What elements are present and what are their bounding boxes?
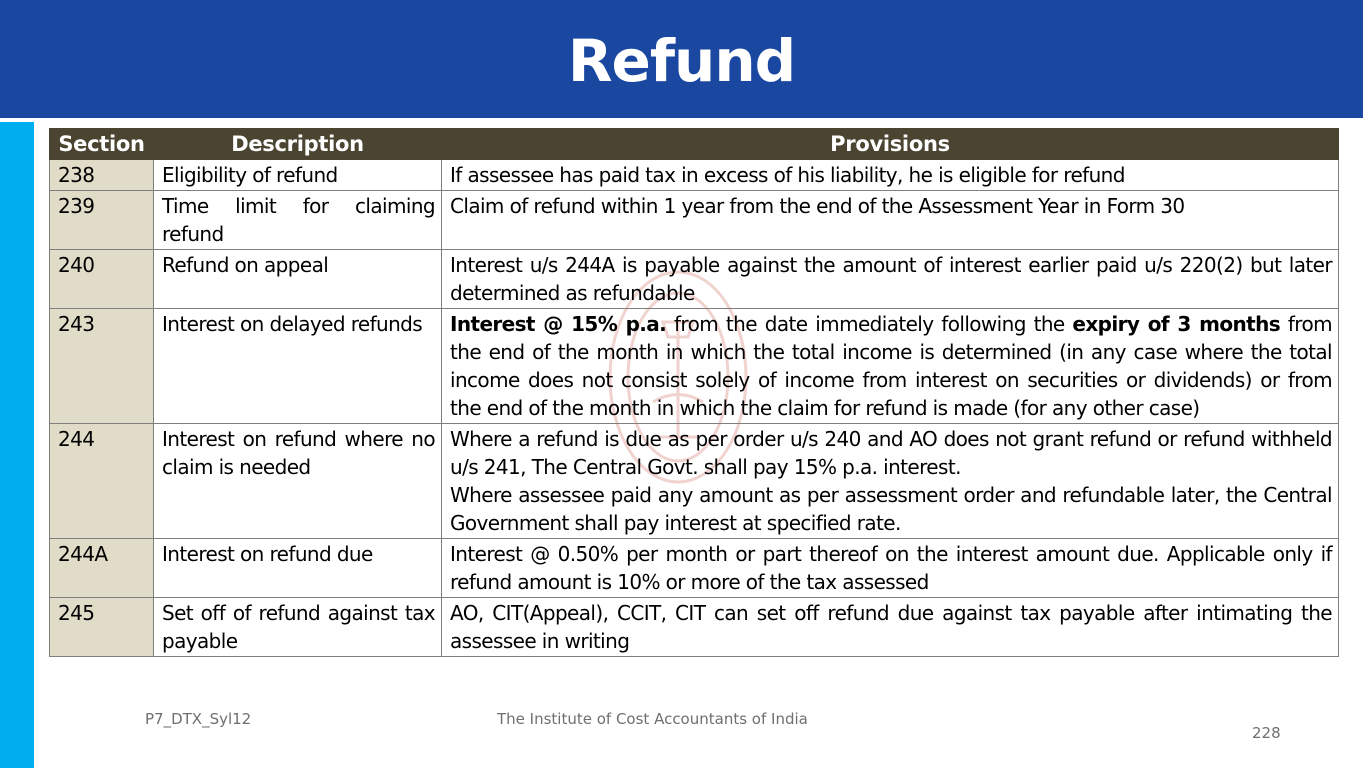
section-provision: If assessee has paid tax in excess of his liability, he is eligible for refund — [442, 160, 1339, 191]
section-number: 240 — [50, 250, 154, 309]
section-description: Interest on refund due — [154, 539, 442, 598]
section-provision — [442, 424, 1339, 539]
title-banner — [0, 0, 1363, 118]
page-number: 228 — [1252, 724, 1281, 742]
section-number: 245 — [50, 598, 154, 657]
section-provision: Claim of refund within 1 year from the end of the Assessment Year in Form 30 — [442, 191, 1339, 250]
table-row — [50, 539, 1339, 598]
section-description: Time limit for claiming refund — [154, 191, 442, 250]
provision-text: from the end of the month in which the total income is determined (in any case where the total income does not consist solely of income from interest on securities or dividends) or from the end of the month in which the claim for refund is made (for any other case) — [450, 312, 1332, 420]
provision-text: from the date immediately following the — [666, 312, 1073, 336]
table-row — [50, 160, 1339, 191]
table-row — [50, 598, 1339, 657]
footer-course-code: P7_DTX_Syl12 — [145, 710, 252, 728]
section-number: 239 — [50, 191, 154, 250]
section-number: 244A — [50, 539, 154, 598]
section-number: 244 — [50, 424, 154, 539]
section-provision — [442, 309, 1339, 424]
table-header-row — [50, 129, 1339, 160]
provision-paragraph: Where assessee paid any amount as per assessment order and refundable later, the Central Government shall pay interest at specified rate. — [450, 483, 1332, 535]
provision-emphasis: Interest @ 15% p.a. — [450, 312, 667, 336]
column-header-description: Description — [154, 129, 442, 160]
left-accent-bar — [0, 122, 34, 768]
section-provision: Interest u/s 244A is payable against the amount of interest earlier paid u/s 220(2) but later determined as refundable — [442, 250, 1339, 309]
section-provision: AO, CIT(Appeal), CCIT, CIT can set off refund due against tax payable after intimating the assessee in writing — [442, 598, 1339, 657]
column-header-section: Section — [50, 129, 154, 160]
table-row — [50, 191, 1339, 250]
section-provision: Interest @ 0.50% per month or part thereof on the interest amount due. Applicable only if refund amount is 10% or more of the tax assessed — [442, 539, 1339, 598]
slide-title: Refund — [567, 27, 796, 95]
section-description: Refund on appeal — [154, 250, 442, 309]
section-description: Interest on delayed refunds — [154, 309, 442, 424]
table-row — [50, 424, 1339, 539]
column-header-provisions: Provisions — [442, 129, 1339, 160]
section-number: 243 — [50, 309, 154, 424]
provision-paragraph: Where a refund is due as per order u/s 240 and AO does not grant refund or refund withheld u/s 241, The Central Govt. shall pay 15% p.a. interest. — [450, 427, 1332, 479]
section-description: Set off of refund against tax payable — [154, 598, 442, 657]
footer-institute-name: The Institute of Cost Accountants of India — [497, 710, 808, 728]
provision-emphasis: expiry of 3 months — [1072, 312, 1281, 336]
refund-sections-table — [49, 128, 1339, 657]
table-row — [50, 309, 1339, 424]
section-description: Interest on refund where no claim is needed — [154, 424, 442, 539]
section-description: Eligibility of refund — [154, 160, 442, 191]
table-row — [50, 250, 1339, 309]
section-number: 238 — [50, 160, 154, 191]
